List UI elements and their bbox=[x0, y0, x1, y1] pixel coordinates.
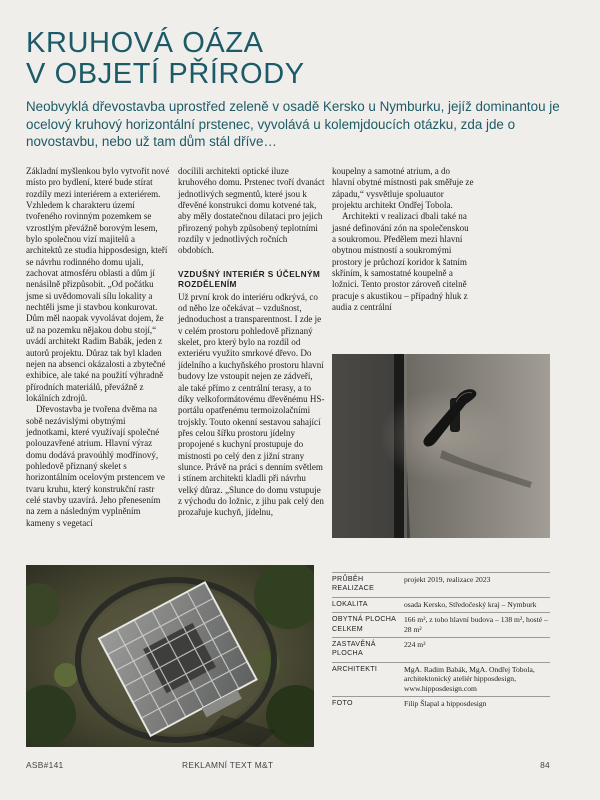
fact-label: PRŮBĚH REALIZACE bbox=[332, 575, 375, 593]
paragraph: koupelny a samotné atrium, a do hlavní obytné místnosti pak směřuje ze západu,“ vysvětluje spoluautor projektu architekt Ondřej Tobola. bbox=[332, 166, 474, 211]
paragraph: Architekti v realizaci dbali také na jasné definování zón na společenskou a soukromou. Předělem mezi hlavní obytnou místností a soukromými prostory je průchozí koridor k šatním skříním, k samostatné koupelně a ložnici. Tento prostor zároveň citelně pracuje s akustikou – případný hluk z audia z centrální bbox=[332, 211, 469, 313]
fact-label: ARCHITEKTI bbox=[332, 664, 378, 673]
paragraph: docílili architekti optické iluze kruhového domu. Prstenec tvoří dvanáct jednotlivých segmentů, které jsou k dřevěné konstrukci domu kotvené tak, aby měly dostatečnou dilataci pro jejich přirozený pohyb způsobený teplotními rozdíly v jednotlivých ročních obdobích. bbox=[178, 166, 325, 256]
paragraph: Dřevostavba je tvořena dvěma na sobě nezávislými obytnými jednotkami, které využívají společné polouzavřené atrium. Hlavní výraz domu dodává pravoúhlý modřínový, pohledově přiznaný skelet s horizontálním ocelovým prstencem ve tvaru kruhu, který konstrukční rastr celé stavby uzavírá. Jeho přenesením na zem a následným vyplněním kameny s vegetací bbox=[26, 404, 165, 528]
article-title bbox=[26, 28, 566, 90]
title-line-1: KRUHOVÁ OÁZA bbox=[26, 27, 264, 59]
door-handle-photo bbox=[332, 354, 550, 538]
fact-label: ZASTAVĚNÁ PLOCHA bbox=[332, 640, 376, 658]
fact-label: LOKALITA bbox=[332, 599, 368, 608]
fact-row bbox=[332, 613, 550, 638]
section-subheading: VZDUŠNÝ INTERIÉR S ÚČELNÝM ROZDĚLENÍM bbox=[178, 268, 321, 290]
fact-label: FOTO bbox=[332, 699, 353, 708]
text-column-3 bbox=[332, 166, 474, 313]
aerial-house-photo bbox=[26, 565, 314, 747]
magazine-issue: ASB#141 bbox=[26, 760, 64, 770]
fact-value: 166 m², z toho hlavní budova – 138 m², hosté – 28 m² bbox=[404, 615, 548, 634]
page-number: 84 bbox=[540, 760, 550, 770]
article-lead: Neobvyklá dřevostavba uprostřed zeleně v osadě Kersko u Nymburku, jejíž dominantou je ocelový kruhový horizontální prstenec, vyvolává u kolemjdoucích otázku, zda jde o novostavbu, nebo už tam dům stál dříve… bbox=[26, 99, 560, 149]
fact-label: OBYTNÁ PLOCHA CELKEM bbox=[332, 615, 396, 633]
fact-value: Filip Šlapal a hipposdesign bbox=[404, 699, 487, 709]
fact-row bbox=[332, 572, 550, 598]
title-line-2: V OBJETÍ PŘÍRODY bbox=[26, 58, 305, 90]
fact-value: 224 m² bbox=[404, 640, 426, 650]
fact-value: projekt 2019, realizace 2023 bbox=[404, 575, 491, 584]
fact-row bbox=[332, 697, 550, 711]
text-column-2 bbox=[178, 166, 325, 519]
paragraph: Už první krok do interiéru odkrývá, co od něho lze očekávat – vzdušnost, jednoduchost a transparentnost. I zde je v celém prostoru pohledově přiznaný skelet, pro který bylo na rozdíl od exteriéru využito smrkové dřevo. Do jídelního a kuchyňského prostoru hlavní budovy lze vstoupit nejen ze zádveří, ale také přímo z centrální terasy, a to díky velkoformátovému dřevěnému HS-portálu opatřenému termoizolačními trojskly. Touto okenní sestavou sahající přes celou šířku prostoru jídelny propojené s kuchyní prostupuje do místnosti po celý den z jižní strany slunce. Právě na práci s denním světlem i stínem architekti kladli při návrhu velký důraz. „Slunce do domu vstupuje z východu do ložnic, z jihu pak celý den prozařuje kuchyň, jídelnu, bbox=[178, 291, 325, 518]
fact-row bbox=[332, 663, 550, 697]
aerial-house-illustration bbox=[26, 565, 314, 747]
text-column-1 bbox=[26, 166, 170, 529]
fact-value: osada Kersko, Středočeský kraj – Nymburk bbox=[404, 599, 537, 609]
fact-row bbox=[332, 638, 550, 663]
door-handle-illustration bbox=[332, 354, 550, 538]
advertorial-label: REKLAMNÍ TEXT M&T bbox=[182, 760, 274, 770]
fact-row bbox=[332, 598, 550, 613]
project-facts-table bbox=[332, 572, 550, 711]
paragraph: Základní myšlenkou bylo vytvořit nové místo pro bydlení, které bude stírat rozdíly mezi interiérem a exteriérem. Vzhledem k charakteru území tvořeného rovinným pozemkem se vzrostlým převážně borovým lesem, bylo společnou vizí majitelů a architektů ze studia hipposdesign, kteří se návrhu rodinného domu ujali, zachovat atmosféru oblasti a dům jí nenásilně přizpůsobit. „Od počátku jsme si uvědomovali sílu lokality a nechtěli jsme ji stavbou konkurovat. Dům měl naopak vyvolávat dojem, že už na pozemku nějakou dobu stojí,“ uvádí architekt Radim Babák, jeden z autorů projektu. Důraz tak byl kladen nejen na absenci okázalosti a zbytečné exhibice, ale také na použití výhradně přírodních materiálů, převážně z lokálních zdrojů. bbox=[26, 166, 170, 403]
fact-value: MgA. Radim Babák, MgA. Ondřej Tobola, architektonický ateliér hipposdesign, www.hipposdesign.com bbox=[404, 664, 535, 693]
